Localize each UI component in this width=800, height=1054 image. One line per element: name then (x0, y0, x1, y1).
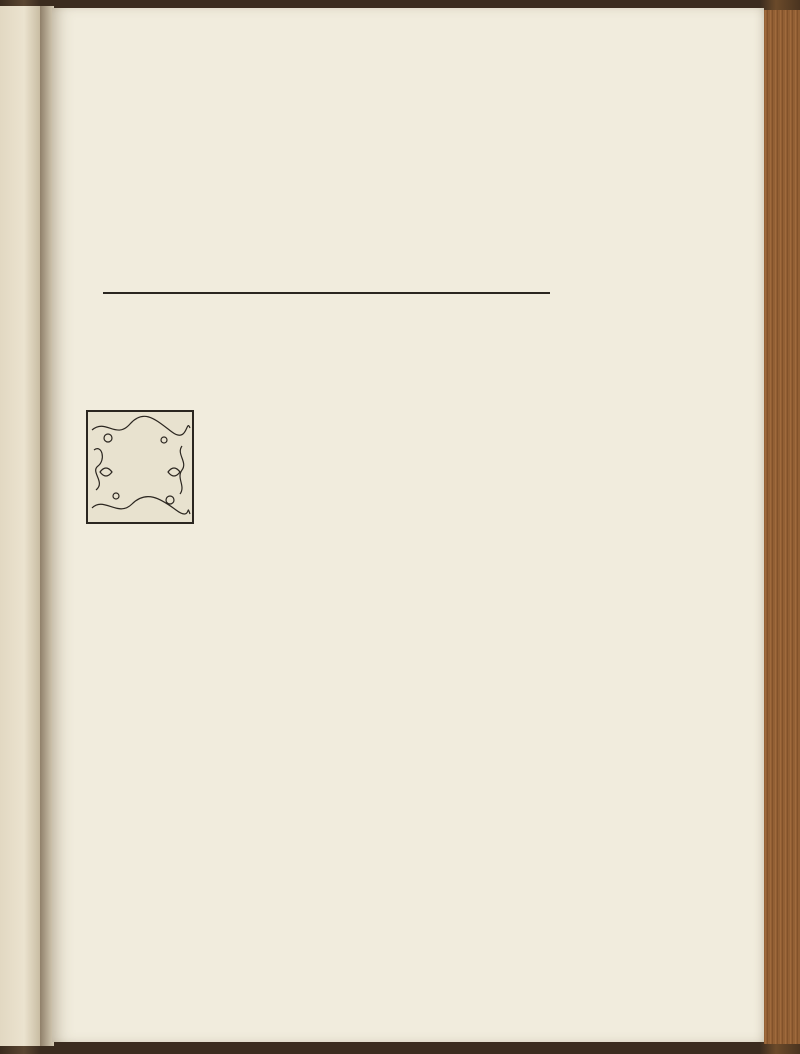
page (52, 8, 764, 1042)
ornamental-initial-icon (86, 410, 194, 524)
section-rule (103, 292, 550, 294)
facing-page-edge (0, 6, 40, 1046)
page-edges (764, 10, 800, 1044)
ornamental-initial (86, 410, 194, 524)
